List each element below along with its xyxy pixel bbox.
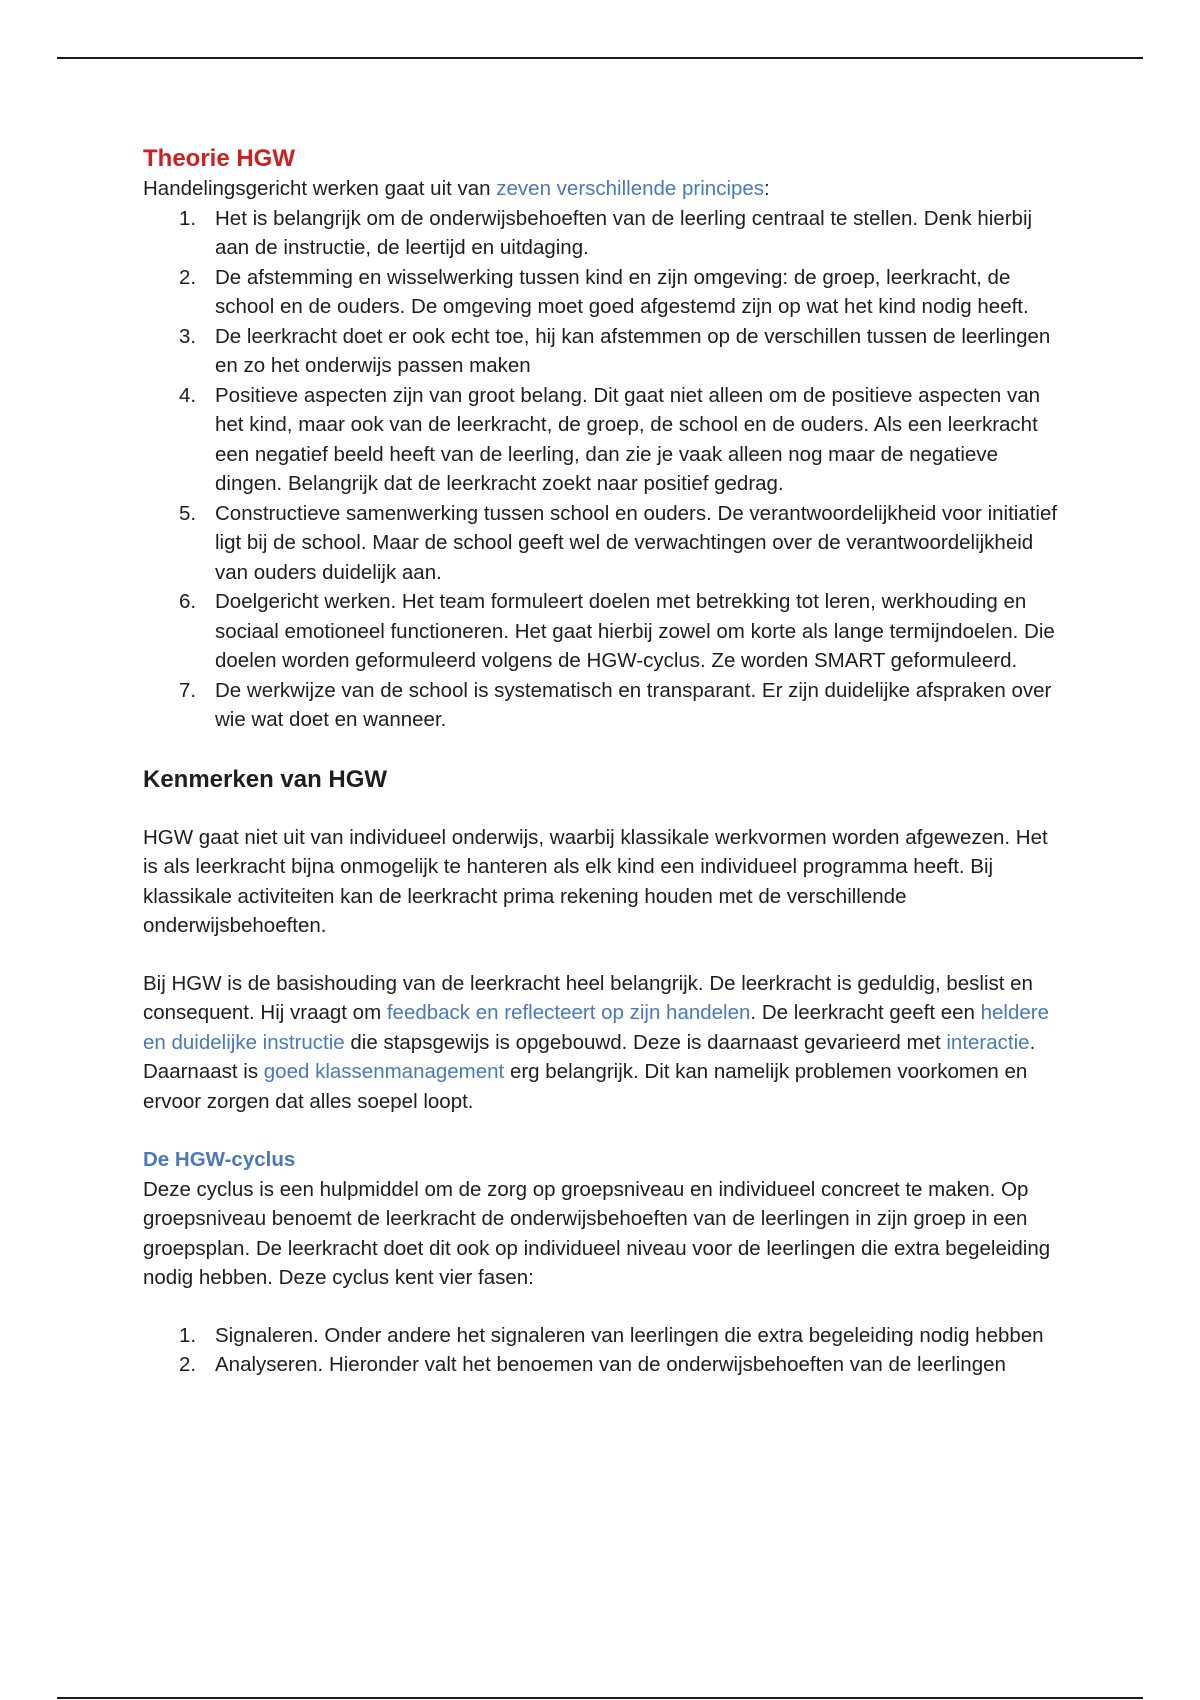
list-item <box>143 381 1063 499</box>
list-number: 5. <box>179 501 197 525</box>
spacer <box>143 941 1063 969</box>
list-number: 1. <box>179 1323 197 1347</box>
spacer <box>143 795 1063 823</box>
list-text: De afstemming en wisselwerking tussen kind en zijn omgeving: de groep, leerkracht, de school en de ouders. De omgeving moet goed afgestemd zijn op wat het kind nodig heeft. <box>215 265 1029 318</box>
list-number: 3. <box>179 324 197 348</box>
list-item <box>143 676 1063 735</box>
kenmerken-heading: Kenmerken van HGW <box>143 765 388 793</box>
principles-list <box>143 204 1063 735</box>
list-text: De werkwijze van de school is systematisch en transparant. Er zijn duidelijke afspraken over wie wat doet en wanneer. <box>215 678 1052 731</box>
list-number: 2. <box>179 1353 197 1376</box>
list-item <box>143 204 1063 263</box>
list-number: 2. <box>179 265 197 289</box>
list-number: 1. <box>179 206 197 230</box>
instructie-link[interactable]: heldere en duidelijke instructie <box>143 1001 1049 1054</box>
spacer <box>143 1116 1063 1145</box>
spacer <box>143 735 1063 765</box>
intro-paragraph <box>143 174 1063 204</box>
klassenmanagement-link[interactable]: goed klassenmanagement <box>263 1060 505 1083</box>
list-text: Constructieve samenwerking tussen school en ouders. De verantwoordelijkheid voor initiatief ligt bij de school. Maar de school geeft wel de verwachtingen over de verantwoordelijkheid van ouders duidelijk aan. <box>215 501 1058 584</box>
list-item <box>143 1350 1063 1380</box>
paragraph-text: . De leerkracht geeft een <box>750 1001 981 1024</box>
phases-list <box>143 1321 1063 1380</box>
document-page <box>143 144 1063 1380</box>
principles-link[interactable]: zeven verschillende principes <box>496 177 765 200</box>
feedback-link[interactable]: feedback en reflecteert op zijn handelen <box>386 1001 751 1024</box>
paragraph-text: . Daarnaast is <box>143 1030 1036 1083</box>
list-text: Positieve aspecten zijn van groot belang. Dit gaat niet alleen om de positieve aspecten van het kind, maar ook van de leerkracht, de groep, de school en de ouders. Als een leerkracht een negatief beeld heeft van de leerling, dan zie je vaak alleen nog maar de negatieve dingen. Belangrijk dat de leerkracht zoekt naar positief gedrag. <box>215 383 1041 495</box>
list-number: 4. <box>179 383 197 407</box>
paragraph-text: Bij HGW is de basishouding van de leerkracht heel belangrijk. De leerkracht is geduldig, beslist en consequent. Hij vraagt om <box>143 971 1033 1024</box>
header-rule <box>57 57 1143 59</box>
list-item <box>143 322 1063 381</box>
list-item <box>143 263 1063 322</box>
list-item <box>143 587 1063 676</box>
list-item <box>143 1321 1063 1351</box>
list-number: 7. <box>179 678 197 702</box>
intro-text: Handelingsgericht werken gaat uit van <box>143 177 497 200</box>
cyclus-heading: De HGW-cyclus <box>143 1148 296 1171</box>
list-number: 6. <box>179 590 197 613</box>
interactie-link[interactable]: interactie <box>946 1030 1030 1054</box>
paragraph-text: erg belangrijk. Dit kan namelijk problemen voorkomen en ervoor zorgen dat alles soepel loopt. <box>143 1060 1028 1113</box>
list-text: Het is belangrijk om de onderwijsbehoeften van de leerling centraal te stellen. Denk hierbij aan de instructie, de leertijd en uitdaging. <box>215 206 1033 259</box>
cyclus-paragraph: Deze cyclus is een hulpmiddel om de zorg op groepsniveau en individueel concreet te maken. Op groepsniveau benoemt de leerkracht de onderwijsbehoeften van de leerlingen in zijn groep in een groepsplan. De leerkracht doet dit ook op individueel niveau voor de leerlingen die extra begeleiding nodig hebben. Deze cyclus kent vier fasen: <box>143 1177 1051 1289</box>
spacer <box>143 1293 1063 1321</box>
kenmerken-paragraph-1: HGW gaat niet uit van individueel onderwijs, waarbij klassikale werkvormen worden afgewezen. Het is als leerkracht bijna onmogelijk te hanteren als elk kind een individueel programma heeft. Bij klassikale activiteiten kan de leerkracht prima rekening houden met de verschillende onderwijsbehoeften. <box>143 825 1048 937</box>
list-item <box>143 499 1063 588</box>
paragraph-text: die stapsgewijs is opgebouwd. Deze is daarnaast gevarieerd met <box>344 1030 947 1054</box>
page-title: Theorie HGW <box>143 145 296 172</box>
list-text: Analyseren. Hieronder valt het benoemen van de onderwijsbehoeften van de leerlingen <box>215 1353 1006 1376</box>
kenmerken-paragraph-2 <box>143 969 1063 1117</box>
intro-colon: : <box>764 177 770 200</box>
footer-rule <box>57 1697 1143 1699</box>
list-text: De leerkracht doet er ook echt toe, hij kan afstemmen op de verschillen tussen de leerlingen en zo het onderwijs passen maken <box>215 324 1051 377</box>
list-text: Doelgericht werken. Het team formuleert doelen met betrekking tot leren, werkhouding en sociaal emotioneel functioneren. Het gaat hierbij zowel om korte als lange termijndoelen. Die doelen worden geformuleerd volgens de HGW-cyclus. Ze worden SMART geformuleerd. <box>215 590 1055 672</box>
list-text: Signaleren. Onder andere het signaleren van leerlingen die extra begeleiding nodig hebben <box>215 1323 1044 1347</box>
